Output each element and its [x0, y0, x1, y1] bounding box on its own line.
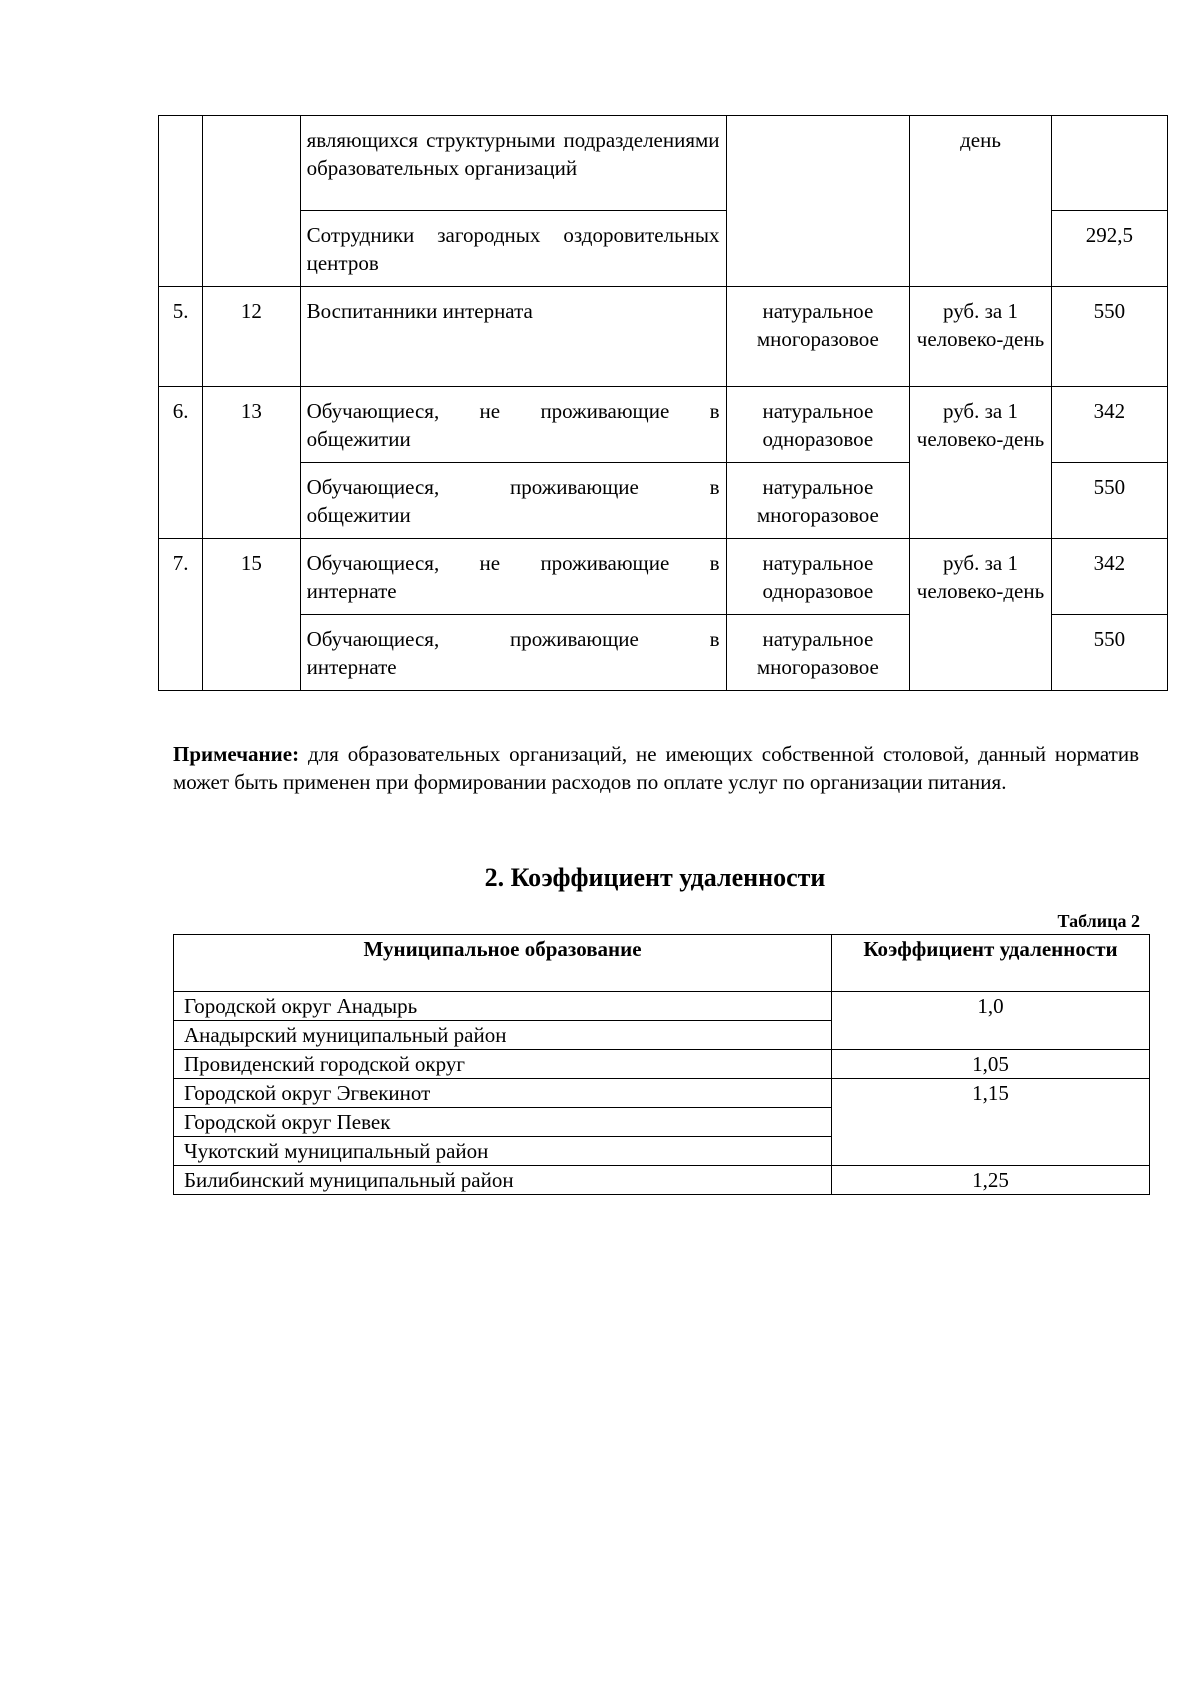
meal-type-cell: натуральное многоразовое	[726, 287, 910, 387]
note-paragraph	[173, 740, 1139, 796]
column-header-municipality: Муниципальное образование	[174, 935, 832, 992]
unit-cell: день	[910, 116, 1052, 287]
table-row	[174, 992, 1150, 1021]
category-cell: Сотрудники загородных оздоровительных центров	[300, 211, 726, 287]
norms-table	[158, 115, 1168, 691]
municipality-cell: Городской округ Эгвекинот	[174, 1079, 832, 1108]
section-title: 2. Коэффициент удаленности	[484, 863, 826, 892]
category-cell: Воспитанники интерната	[300, 287, 726, 387]
note-label: Примечание:	[173, 742, 300, 766]
value-cell: 550	[1051, 287, 1167, 387]
table-row	[174, 1079, 1150, 1108]
column-header-coefficient: Коэффициент удаленности	[832, 935, 1150, 992]
row-number-cell	[159, 116, 203, 287]
table-row	[174, 1166, 1150, 1195]
municipality-cell: Городской округ Анадырь	[174, 992, 832, 1021]
value-cell: 550	[1051, 615, 1167, 691]
municipality-cell: Провиденский городской округ	[174, 1050, 832, 1079]
unit-cell: руб. за 1 человеко-день	[910, 287, 1052, 387]
category-cell: Обучающиеся, проживающие в общежитии	[300, 463, 726, 539]
table-caption: Таблица 2	[1057, 911, 1140, 931]
category-cell: являющихся структурными подразделениями образовательных организаций	[300, 116, 726, 211]
category-cell: Обучающиеся, проживающие в интернате	[300, 615, 726, 691]
row-code-cell: 12	[203, 287, 300, 387]
table-row	[159, 287, 1168, 387]
value-cell: 342	[1051, 539, 1167, 615]
coefficient-cell: 1,25	[832, 1166, 1150, 1195]
row-code-cell: 13	[203, 387, 300, 539]
category-cell: Обучающиеся, не проживающие в общежитии	[300, 387, 726, 463]
coefficient-cell: 1,0	[832, 992, 1150, 1050]
meal-type-cell: натуральное одноразовое	[726, 387, 910, 463]
value-cell: 342	[1051, 387, 1167, 463]
table-row	[159, 116, 1168, 211]
meal-type-cell: натуральное одноразовое	[726, 539, 910, 615]
row-number-cell: 5.	[159, 287, 203, 387]
remoteness-table	[173, 934, 1150, 1195]
note-text: для образовательных организаций, не имеющих собственной столовой, данный норматив может быть применен при формировании расходов по оплате услуг по организации питания.	[173, 742, 1139, 794]
value-cell: 292,5	[1051, 211, 1167, 287]
table-row	[159, 387, 1168, 463]
meal-type-cell: натуральное многоразовое	[726, 615, 910, 691]
table-header-row	[174, 935, 1150, 992]
table-row	[174, 1050, 1150, 1079]
municipality-cell: Чукотский муниципальный район	[174, 1137, 832, 1166]
row-code-cell	[203, 116, 300, 287]
row-number-cell: 6.	[159, 387, 203, 539]
municipality-cell: Билибинский муниципальный район	[174, 1166, 832, 1195]
meal-type-cell	[726, 116, 910, 287]
value-cell	[1051, 116, 1167, 211]
unit-cell: руб. за 1 человеко-день	[910, 539, 1052, 691]
coefficient-cell: 1,05	[832, 1050, 1150, 1079]
row-number-cell: 7.	[159, 539, 203, 691]
category-cell: Обучающиеся, не проживающие в интернате	[300, 539, 726, 615]
table-row	[159, 539, 1168, 615]
unit-cell: руб. за 1 человеко-день	[910, 387, 1052, 539]
value-cell: 550	[1051, 463, 1167, 539]
municipality-cell: Городской округ Певек	[174, 1108, 832, 1137]
row-code-cell: 15	[203, 539, 300, 691]
meal-type-cell: натуральное многоразовое	[726, 463, 910, 539]
coefficient-cell: 1,15	[832, 1079, 1150, 1166]
municipality-cell: Анадырский муниципальный район	[174, 1021, 832, 1050]
